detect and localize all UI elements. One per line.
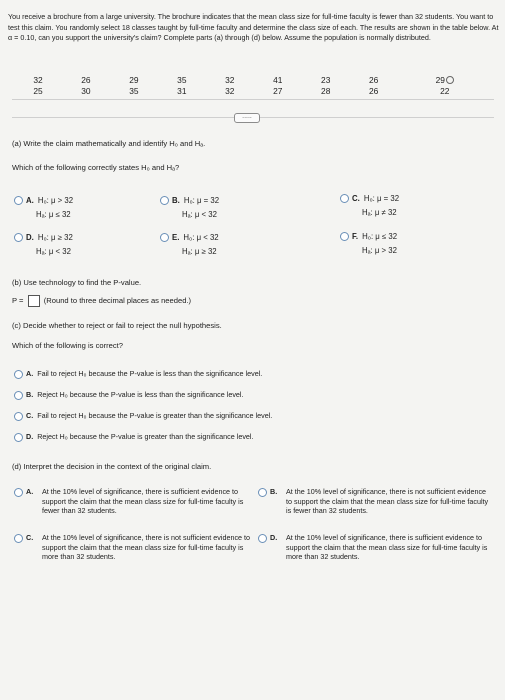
table-cell: 32 <box>33 74 43 85</box>
part-a-question: Which of the following correctly states H₀ and Hₐ? <box>12 163 180 172</box>
option-a[interactable]: A. H₀: μ > 32 Hₐ: μ ≤ 32 <box>14 196 73 219</box>
table-cell: 22 <box>440 85 450 96</box>
decision-option-c[interactable]: C. Fail to reject H₀ because the P-value is greater than the significance level. <box>14 411 272 421</box>
option-c[interactable]: C. H₀: μ = 32 Hₐ: μ ≠ 32 <box>340 194 399 217</box>
decision-option-a[interactable]: A. Fail to reject H₀ because the P-value is less than the significance level. <box>14 369 262 379</box>
table-cell: 35 <box>129 85 139 96</box>
radio-button[interactable] <box>258 488 267 497</box>
table-cell: 28 <box>321 85 331 96</box>
copy-data-icon[interactable] <box>446 76 454 84</box>
table-cell: 29 <box>398 74 492 85</box>
table-cell: 26 <box>368 85 379 96</box>
table-cell: 26 <box>81 74 91 85</box>
expand-button[interactable]: ..... <box>234 113 260 123</box>
radio-button[interactable] <box>14 233 23 242</box>
radio-button[interactable] <box>160 196 169 205</box>
decision-option-d[interactable]: D. Reject H₀ because the P-value is greater than the significance level. <box>14 432 254 442</box>
part-d-heading: (d) Interpret the decision in the context of the original claim. <box>12 462 212 471</box>
part-a-heading: (a) Write the claim mathematically and identify H₀ and Hₐ. <box>12 139 206 148</box>
radio-button[interactable] <box>160 233 169 242</box>
radio-button[interactable] <box>14 534 23 543</box>
table-cell: 31 <box>177 85 187 96</box>
table-row <box>14 74 492 85</box>
table-cell: 32 <box>225 85 235 96</box>
decision-option-b[interactable]: B. Reject H₀ because the P-value is less than the significance level. <box>14 390 244 400</box>
interpret-option-d[interactable]: D. At the 10% level of significance, there is sufficient evidence to support the claim that the mean class size for full-time faculty is more than 32 students. <box>258 533 494 562</box>
table-cell: 41 <box>273 74 283 85</box>
radio-button[interactable] <box>14 488 23 497</box>
radio-button[interactable] <box>258 534 267 543</box>
table-cell: 23 <box>321 74 331 85</box>
radio-button[interactable] <box>14 370 23 379</box>
interpret-option-c[interactable]: C. At the 10% level of significance, there is not sufficient evidence to support the claim that the mean class size for full-time faculty is more than 32 students. <box>14 533 254 562</box>
table-cell: 27 <box>273 85 283 96</box>
table-cell: 26 <box>368 74 379 85</box>
radio-button[interactable] <box>340 194 349 203</box>
table-cell: 29 <box>129 74 139 85</box>
interpret-option-b[interactable]: B. At the 10% level of significance, there is not sufficient evidence to support the claim that the mean class size for full-time faculty is fewer than 32 students. <box>258 487 494 516</box>
table-cell: 25 <box>33 85 43 96</box>
part-c-question: Which of the following is correct? <box>12 341 123 350</box>
p-value-input[interactable] <box>28 295 40 307</box>
table-cell: 35 <box>177 74 187 85</box>
rounding-instruction: (Round to three decimal places as needed.) <box>43 296 192 305</box>
radio-button[interactable] <box>14 433 23 442</box>
radio-button[interactable] <box>14 391 23 400</box>
p-value-label: P = <box>12 296 24 305</box>
table-row <box>14 85 492 96</box>
part-b-heading: (b) Use technology to find the P-value. <box>12 278 142 287</box>
p-value-row <box>12 295 191 307</box>
divider <box>12 99 494 100</box>
option-d[interactable]: D. H₀: μ ≥ 32 Hₐ: μ < 32 <box>14 233 73 256</box>
option-f[interactable]: F. H₀: μ ≤ 32 Hₐ: μ > 32 <box>340 232 397 255</box>
table-cell: 32 <box>225 74 235 85</box>
radio-button[interactable] <box>14 412 23 421</box>
part-c-heading: (c) Decide whether to reject or fail to reject the null hypothesis. <box>12 321 222 330</box>
radio-button[interactable] <box>340 232 349 241</box>
data-table <box>14 74 492 96</box>
option-e[interactable]: E. H₀: μ < 32 Hₐ: μ ≥ 32 <box>160 233 219 256</box>
radio-button[interactable] <box>14 196 23 205</box>
option-b[interactable]: B. H₀: μ = 32 Hₐ: μ < 32 <box>160 196 219 219</box>
table-cell: 30 <box>81 85 91 96</box>
problem-intro: You receive a brochure from a large university. The brochure indicates that the mean class size for full-time faculty is fewer than 32 students. You want to test this claim. You randomly select 18 classes taught by full-time faculty and determine the class size of each. The results are shown in the table below. At α = 0.10, can you support the university's claim? Complete parts (a) through (d) below. Assume the population is normally distributed. <box>8 12 499 42</box>
interpret-option-a[interactable]: A. At the 10% level of significance, there is sufficient evidence to support the claim that the mean class size for full-time faculty is fewer than 32 students. <box>14 487 254 516</box>
